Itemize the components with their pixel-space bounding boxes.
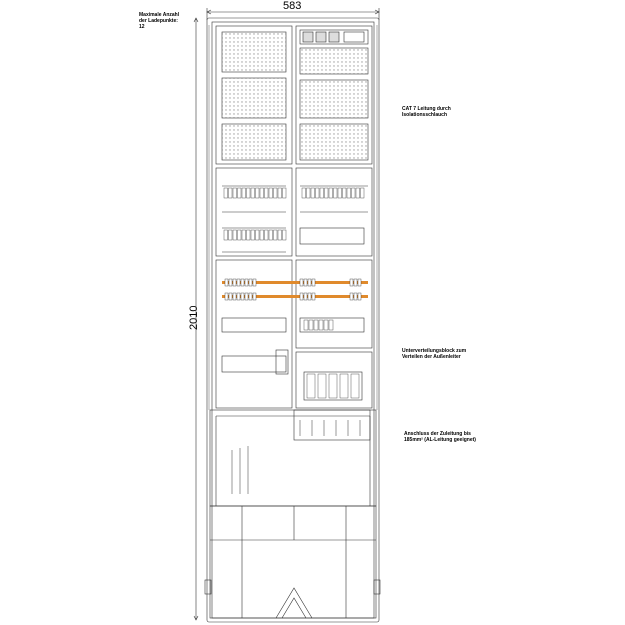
module [343,188,347,198]
module [233,293,236,300]
module [274,188,278,198]
module [358,293,361,300]
breaker-modules [224,188,364,240]
module [358,279,361,286]
module [233,188,237,198]
module [338,188,342,198]
module [283,230,287,240]
module [340,374,348,398]
module [309,320,313,330]
module [253,293,256,300]
module [241,279,244,286]
module [241,293,244,300]
module [253,279,256,286]
module [304,279,307,286]
module [354,279,357,286]
module [229,279,232,286]
module [269,188,273,198]
module [329,188,333,198]
module [283,188,287,198]
width-dimension-label: 583 [283,0,302,12]
module [225,279,228,286]
module [242,188,246,198]
module [311,188,315,198]
module [237,279,240,286]
busbar-panel-right [296,260,372,348]
module [278,230,282,240]
note-line: Maximale Anzahl [139,12,180,18]
connection-area [210,410,376,506]
module [256,188,260,198]
module [229,188,233,198]
module [245,279,248,286]
module [308,293,311,300]
module [318,374,326,398]
breaker-panel-right [296,168,372,256]
module [314,320,318,330]
module [304,320,308,330]
busbar-terminal-blocks [225,279,361,330]
note-line: Verteilen der Außenleiter [402,354,461,360]
module [319,320,323,330]
note-line: 12 [139,24,145,30]
module [312,293,315,300]
module [329,374,337,398]
module [260,188,264,198]
module [304,293,307,300]
module [308,279,311,286]
module [312,279,315,286]
module [224,230,228,240]
module [300,279,303,286]
module [320,188,324,198]
module [229,230,233,240]
module [256,230,260,240]
plinth [205,506,380,618]
module [329,320,333,330]
module [247,188,251,198]
module [352,188,356,198]
module [334,188,338,198]
module [307,374,315,398]
module [265,188,269,198]
module [233,230,237,240]
height-dimension-label: 2010 [188,305,200,330]
module [233,279,236,286]
breaker-panel-left [216,168,292,256]
module [224,188,228,198]
module [316,188,320,198]
module [269,230,273,240]
module [245,293,248,300]
module [361,188,365,198]
module [300,293,303,300]
module [247,230,251,240]
module [307,188,311,198]
module [251,188,255,198]
module [229,293,232,300]
module [347,188,351,198]
note-line: Anschluss der Zuleitung bis [404,431,471,437]
module [260,230,264,240]
module [238,188,242,198]
note-line: 185mm² (AL-Leitung geeignet) [404,437,476,443]
note-line: Isolationsschlauch [402,112,448,118]
subdistribution-terminals [307,374,359,398]
note-line: der Ladepunkte: [139,18,178,24]
module [274,230,278,240]
module [249,279,252,286]
module [225,293,228,300]
module [351,374,359,398]
module [350,293,353,300]
module [325,188,329,198]
module [242,230,246,240]
module [265,230,269,240]
module [302,188,306,198]
module [238,230,242,240]
module [356,188,360,198]
module [324,320,328,330]
module [278,188,282,198]
module [251,230,255,240]
module [354,293,357,300]
top-cover-area [216,26,372,164]
module [350,279,353,286]
height-dimension-line [194,18,198,620]
module [237,293,240,300]
module [249,293,252,300]
note-line: CAT 7 Leitung durch [402,106,451,112]
note-line: Unterverteilungsblock zum [402,348,467,354]
